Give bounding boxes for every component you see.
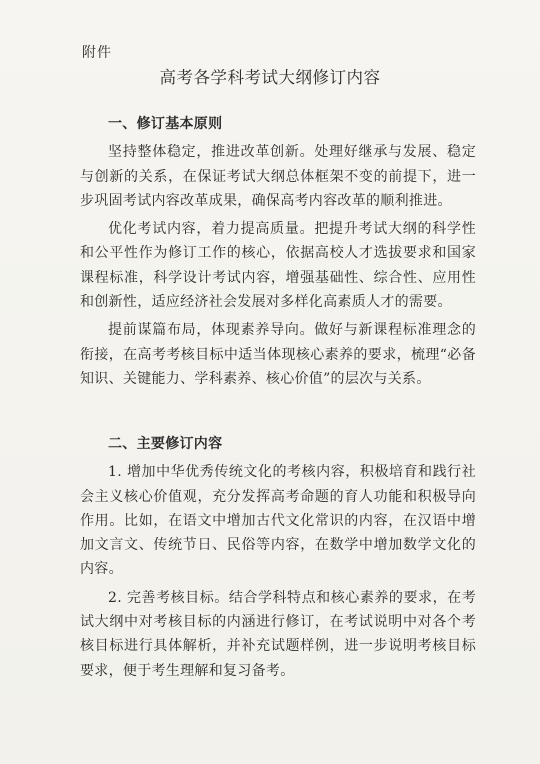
paragraph: 优化考试内容，着力提高质量。把提升考试大纲的科学性和公平性作为修订工作的核心，依据高校人才选拔要求和国家课程标准，科学设计考试内容，增强基础性、综合性、应用性和创新性，适应经济社会发展对多样化高素质人才的需要。 xyxy=(80,221,476,311)
section-heading: 一、修订基本原则 xyxy=(108,116,223,132)
section-heading: 二、主要修订内容 xyxy=(108,436,223,452)
section-revisions xyxy=(80,432,476,683)
document-title: 高考各学科考试大纲修订内容 xyxy=(159,68,381,87)
paragraph: 坚持整体稳定，推进改革创新。处理好继承与发展、稳定与创新的关系，在保证考试大纲总体框架不变的前提下，进一步巩固考试内容改革成果，确保高考内容改革的顺利推进。 xyxy=(80,144,476,209)
paragraph: 提前谋篇布局，体现素养导向。做好与新课程标准理念的衔接，在高考考核目标中适当体现核心素养的要求，梳理“必备知识、关键能力、学科素养、核心价值”的层次与关系。 xyxy=(80,322,476,387)
paragraph: 1. 增加中华优秀传统文化的考核内容，积极培育和践行社会主义核心价值观，充分发挥高考命题的育人功能和积极导向作用。比如，在语文中增加古代文化常识的内容，在汉语中增加文言文、传统节日、民俗等内容，在数学中增加数学文化的内容。 xyxy=(80,464,476,578)
paragraph: 2. 完善考核目标。结合学科特点和核心素养的要求，在考试大纲中对考核目标的内涵进行修订，在考试说明中对各个考核目标进行具体解析，并补充试题样例，进一步说明考核目标要求，便于考生理解和复习备考。 xyxy=(80,589,476,679)
attachment-label: 附件 xyxy=(82,45,112,61)
section-principles xyxy=(80,112,476,391)
